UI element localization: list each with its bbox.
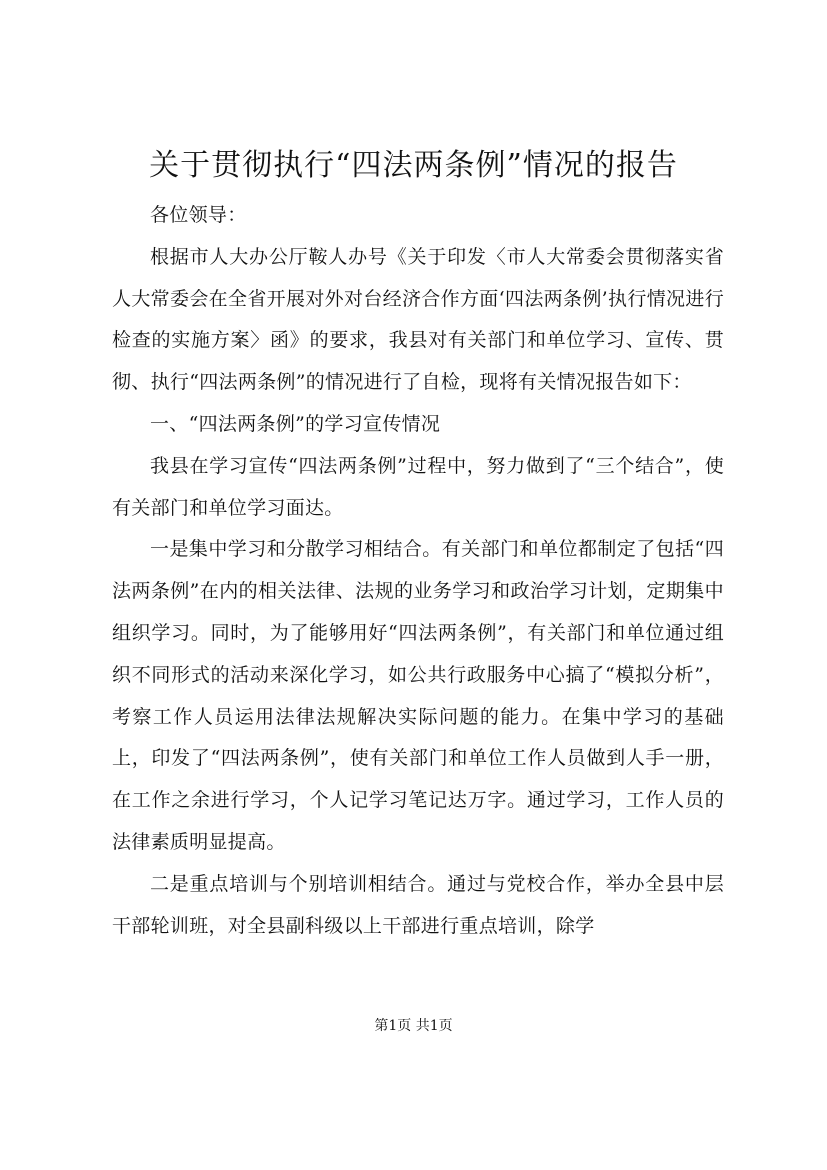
section-heading: 一、“四法两条例”的学习宣传情况	[150, 412, 441, 435]
salutation-paragraph: 各位领导：	[150, 204, 247, 226]
body-paragraph: 我县在学习宣传“四法两条例”过程中，努力做到了“三个结合”，使有关部门和单位学习面达。	[112, 454, 724, 519]
body-paragraph: 一是集中学习和分散学习相结合。有关部门和单位都制定了包括“四法两条例”在内的相关法律、法规的业务学习和政治学习计划，定期集中组织学习。同时，为了能够用好“四法两条例”，有关部门和单位通过组织不同形式的活动来深化学习，如公共行政服务中心搞了“模拟分析”，考察工作人员运用法律法规解决实际问题的能力。在集中学习的基础上，印发了“四法两条例”，使有关部门和单位工作人员做到人手一册，在工作之余进行学习，个人记学习笔记达万字。通过学习，工作人员的法律素质明显提高。	[112, 538, 724, 853]
document-title: 关于贯彻执行“四法两条例”情况的报告	[149, 148, 678, 183]
body-paragraph: 二是重点培训与个别培训相结合。通过与党校合作，举办全县中层干部轮训班，对全县副科级以上干部进行重点培训，除学	[112, 872, 724, 937]
page-number-footer: 第1页 共1页	[374, 1018, 453, 1034]
body-paragraph: 根据市人大办公厅鞍人办号《关于印发〈市人大常委会贯彻落实省人大常委会在全省开展对外对台经济合作方面‘四法两条例’执行情况进行检查的实施方案〉函》的要求，我县对有关部门和单位学习、宣传、贯彻、执行“四法两条例”的情况进行了自检，现将有关情况报告如下：	[112, 245, 724, 394]
document-body	[112, 195, 724, 947]
